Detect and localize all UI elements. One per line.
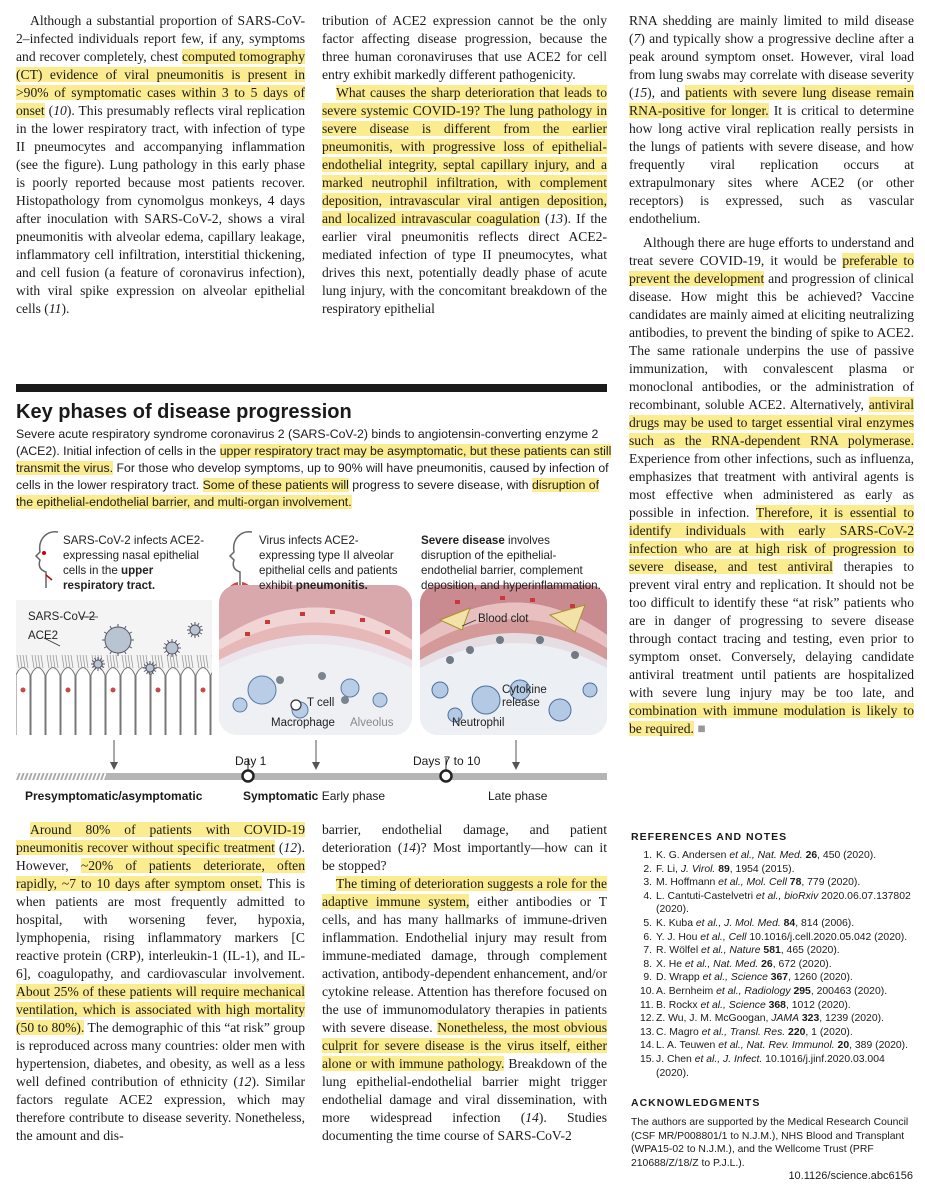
paragraph: RNA shedding are mainly limited to mild disease (7) and typically show a progressive decline after a peak around symptom onset. However, viral load from lung swabs may correlate with disease severity (15), and patients with severe lung disease remain RNA-positive for longer. It is critical to determine how long active viral replication really persists in the lungs of patients with severe disease, and how frequently viral replication occurs at extrapulmonary sites where ACE2 (or other receptors) is expressed, such as vascular endothelium. [629,13,915,226]
reference-number: 2. [643,863,652,875]
paragraph: Around 80% of patients with COVID-19 pneumonitis recover without specific treatment (12). However, ~20% of patients deteriorate, often rapidly, ~7 to 10 days after symptom onset. This is when patients are most frequently admitted to hospital, with worsening fever, hypoxia, lymphopenia, rising inflammatory markers [C reactive protein (CRP), interleukin-1 (IL-1), and IL-6], coagulopathy, and cardiovascular involvement. About 25% of these patients will require mechanical ventilation, which is associated with high mortality (50 to 80%). The demographic of this “at risk” group is reproduced across many countries: older men with hypertension, diabetes, and obesity, as well as a less well defined contribution of ethnicity (12). Similar factors regulate ACE2 expression, which may therefore contribute to disease severity. Nonetheless, the amount and dis- [16,822,306,1143]
label-macrophage: Macrophage [271,717,335,729]
reference-number: 6. [643,931,652,943]
reference-number: 1. [643,850,652,861]
reference-number: 9. [643,972,652,984]
reference-item: 9. D. Wrapp et al., Science 367, 1260 (2020). [640,971,920,985]
timeline-phase-symptomatic: Symptomatic Early phase [243,789,386,803]
paragraph: barrier, endothelial damage, and patient deterioration (14)? Most importantly—how can it be stopped? [322,822,607,873]
timeline-phase-late: Late phase [488,789,548,803]
timeline-phase-presymptomatic: Presymptomatic/asymptomatic [25,789,203,803]
day1-marker [243,771,254,782]
timeline-days7-label: Days 7 to 10 [413,754,481,768]
reference-number: 3. [643,877,652,889]
label-neutrophil: Neutrophil [452,717,505,729]
reference-item: 14. L. A. Teuwen et al., Nat. Rev. Immunol. 20, 389 (2020). [640,1040,909,1052]
label-blood-clot: Blood clot [478,613,529,625]
reference-item: 4. L. Cantuti-Castelvetri et al., bioRxiv 2020.06.07.137802 (2020). [640,890,920,917]
reference-number: 4. [643,890,652,902]
reference-number: 8. [643,958,652,970]
paragraph: The timing of deterioration suggests a role for the adaptive immune system, either antibodies or T cells, and has many hallmarks of immune-driven inflammation. Endothelial injury may result from immune-mediated damage, through complement activation, antibody-dependent enhancement, and/or cytokine release. Attention has therefore focused on the use of immunomodulatory therapies in patients with severe disease. Nonetheless, the most obvious culprit for severe disease is the virus itself, either alone or with immune pathology. Breakdown of the lung epithelial-endothelial barrier might trigger endothelial damage and viral dissemination, with more widespread infection (14). Studies documenting the time course of SARS-CoV-2 [322,876,607,1143]
day7-marker [441,771,452,782]
reference-list [640,849,920,1080]
doi: 10.1126/science.abc6156 [788,1170,913,1182]
column-1-bottom [16,821,305,1145]
reference-number: 13. [640,1026,655,1038]
timeline-presymptomatic-segment [16,773,106,780]
reference-number: 15. [640,1053,655,1065]
label-sars-cov-2: SARS-CoV-2 [28,611,96,623]
figure-title: Key phases of disease progression [16,401,352,423]
reference-item: 5. K. Kuba et al., J. Mol. Med. 84, 814 (2006). [640,917,920,931]
reference-number: 14. [640,1040,655,1052]
acknowledgments-heading: ACKNOWLEDGMENTS [631,1097,761,1109]
figure-caption: Severe acute respiratory syndrome coronavirus 2 (SARS-CoV-2) binds to angiotensin-converting enzyme 2 (ACE2). Initial infection of cells in the upper respiratory tract may be asymptomatic, but these patients can still transmit the virus. For those who develop symptoms, up to 90% will have pneumonitis, caused by infection of cells in the lower respiratory tract. Some of these patients will progress to severe disease, with disruption of the epithelial-endothelial barrier, and multi-organ involvement. [16,427,612,509]
reference-number: 5. [643,917,652,929]
alveolus-panel [219,585,412,735]
label-t-cell: T cell [307,697,335,709]
timeline-day1-label: Day 1 [235,754,267,768]
reference-item: 12. Z. Wu, J. M. McGoogan, JAMA 323, 1239 (2020). [640,1013,884,1025]
reference-item: 13. C. Magro et al., Transl. Res. 220, 1 (2020). [640,1026,853,1038]
label-alveolus: Alveolus [350,717,394,729]
reference-item: 8. X. He et al., Nat. Med. 26, 672 (2020). [640,958,920,972]
paragraph: Although there are huge efforts to understand and treat severe COVID-19, it would be preferable to prevent the development and progression of clinical disease. How might this be achieved? Vaccine candidates are mainly aimed at eliciting neutralizing antibodies, to prevent the binding of spike to ACE2. The same rationale underpins the use of passive immunization, with convalescent plasma or monoclonal antibodies, or the administration of recombinant, soluble ACE2. Alternatively, antiviral drugs may be used to target essential viral enzymes such as the RNA-dependent RNA polymerase. Experience from other infections, such as influenza, emphasizes that treatment with antiviral agents is most effective when administered as early as possible in infection. Therefore, it is essential to identify individuals with early SARS-CoV-2 infection who are at high risk of progression to severe disease, and test antiviral therapies to prevent viral entry and replication. It should not be too difficult to identify these “at risk” patients who are in danger of progressing to severe disease through contact tracing and testing, even prior to symptom onset. Conversely, delaying candidate antiviral treatment until patients are hospitalized with severe lung injury may be too late, and combination with immune modulation is likely to be required. ■ [629,235,915,736]
panel1-description: SARS-CoV-2 infects ACE2-expressing nasal epithelial cells in the upper respiratory tract. [63,534,205,592]
paragraph: tribution of ACE2 expression cannot be the only factor affecting disease progression, because the three human coronaviruses that use ACE2 for cell entry exhibit markedly different pathogenicity. [322,13,607,82]
panel2-description: Virus infects ACE2-expressing type II alveolar epithelial cells and patients exhibit pneumonitis. [259,534,398,592]
acknowledgments-text: The authors are supported by the Medical Research Council (CSF MR/P008801/1 to N.J.M.), NHS Blood and Transplant (WPA15-02 to N.J.M.), and the Wellcome Trust (PRF 210688/Z/18/Z to P.J.L.). [631,1117,909,1169]
label-ace2: ACE2 [28,630,59,642]
reference-item: 6. Y. J. Hou et al., Cell 10.1016/j.cell.2020.05.042 (2020). [640,931,920,945]
timeline-bar [106,773,607,780]
panel3-description: Severe disease involves disruption of the epithelial-endothelial barrier, complement deposition, and hyperinflammation. [421,534,601,592]
reference-number: 7. [643,945,652,957]
paragraph: Although a substantial proportion of SARS-CoV-2–infected individuals report few, if any, symptoms and recover completely, chest computed tomography (CT) evidence of viral pneumonitis is present in >90% of symptomatic cases within 3 to 5 days of onset (10). This presumably reflects viral replication in the lower respiratory tract, with infection of type II pneumocytes and accompanying inflammation (see the figure). Lung pathology in this early phase is poorly reported because most patients recover. Histopathology from cynomolgus monkeys, 4 days after inoculation with SARS-CoV-2, shows a viral pneumonitis with alveolar edema, capillary leakage, inflammatory cell infiltration, interstitial thickening, and cell fusion (a feature of coronavirus infection), with viral spike expression on alveolar epithelial cells (11). [16,13,305,316]
reference-item: 1. K. G. Andersen et al., Nat. Med. 26, 450 (2020). [640,849,920,863]
reference-item: 11. B. Rockx et al., Science 368, 1012 (2020). [640,999,851,1011]
reference-item: 2. F. Li, J. Virol. 89, 1954 (2015). [640,863,920,877]
label-cytokine-release: Cytokine release [502,684,547,709]
reference-item: 15. J. Chen et al., J. Infect. 10.1016/j.jinf.2020.03.004 (2020). [640,1053,885,1079]
column-2-bottom [322,821,607,1145]
reference-item: 10. A. Bernheim et al., Radiology 295, 200463 (2020). [640,985,888,997]
reference-number: 12. [640,1013,655,1025]
head-profile-icon [36,532,58,588]
paragraph: What causes the sharp deterioration that leads to severe systemic COVID-19? The lung pathology in severe disease is different from the earlier pneumonitis, with progressive loss of epithelial-endothelial integrity, septal capillary injury, and a marked neutrophil infiltration, with complement deposition, intravascular viral antigen deposition, and localized intravascular coagulation (13). If the earlier viral pneumonitis reflects direct ACE2-mediated infection of type II pneumocytes, what drives this next, potentially deadly phase of acute lung injury, with the concomitant breakdown of the respiratory epithelial [322,85,608,316]
reference-number: 10. [640,985,655,997]
reference-item: 3. M. Hoffmann et al., Mol. Cell 78, 779 (2020). [640,876,920,890]
references-heading: REFERENCES AND NOTES [631,831,788,843]
reference-item: 7. R. Wölfel et al., Nature 581, 465 (2020). [640,944,920,958]
reference-number: 11. [640,999,654,1011]
severe-disease-panel [420,585,607,735]
